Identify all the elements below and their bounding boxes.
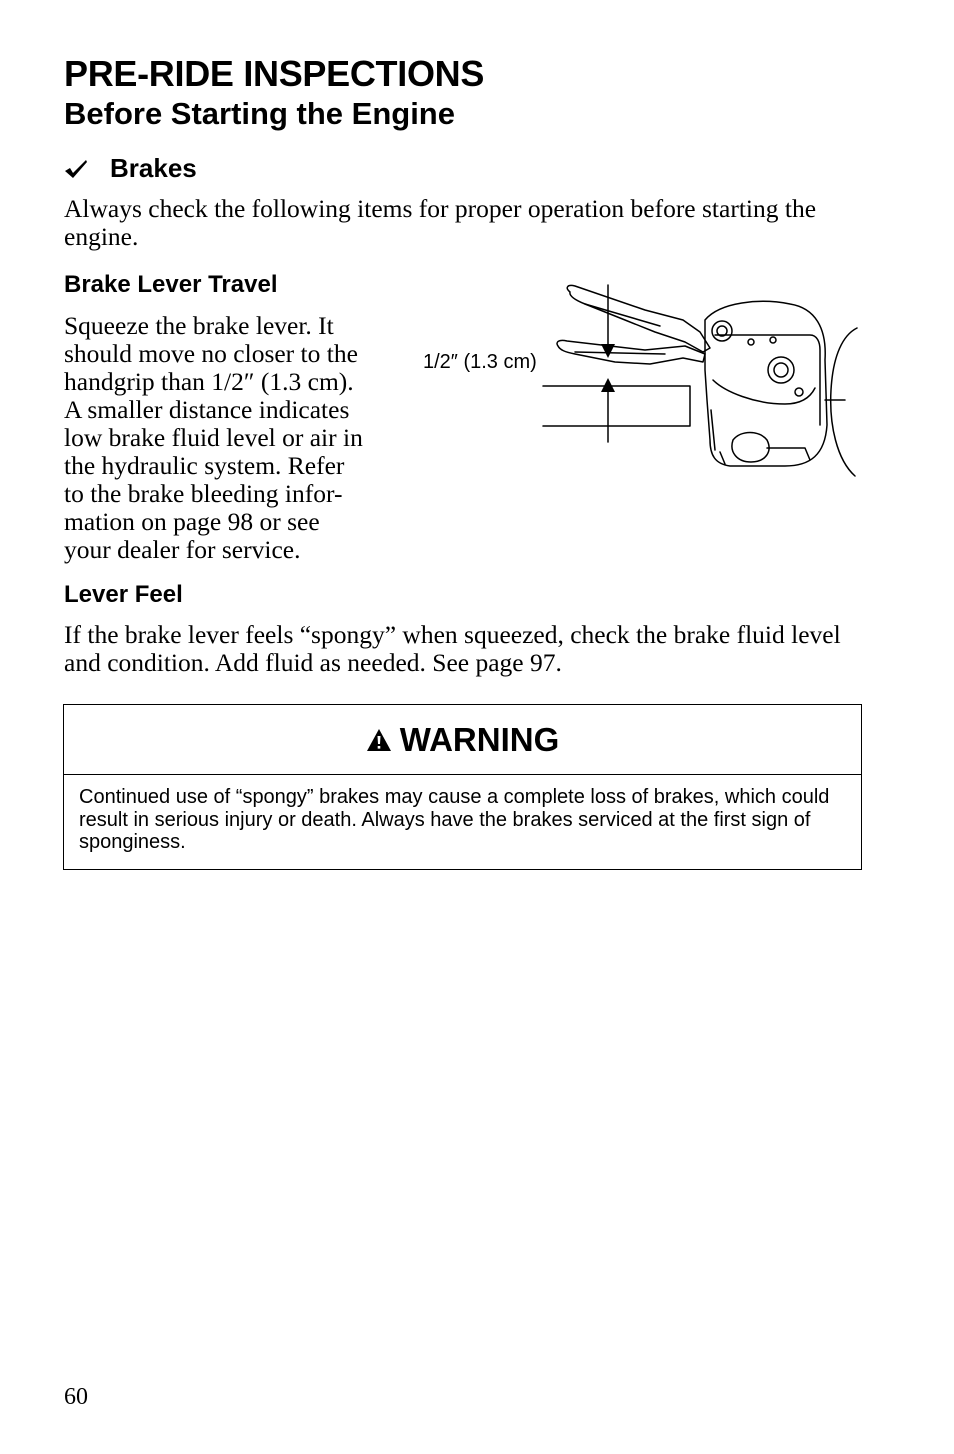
brake-lever-travel-text: Squeeze the brake lever. It should move no closer to the handgrip than 1/2″ (1.3 cm). A smaller distance indicates low brake fluid level or air in the hydraulic system. Refer to the brake bleeding infor- mation on page 98 or see your dealer for service. [64,311,363,564]
warning-triangle-icon [366,728,392,752]
section-title: Brakes [110,153,197,183]
warning-box [63,704,862,870]
warning-text: Continued use of “spongy” brakes may cause a complete loss of brakes, which could result in serious injury or death. Always have the brakes serviced at the first sign of sponginess. [79,786,830,853]
page-number: 60 [64,1384,88,1410]
section-heading [64,150,197,186]
figure-measurement-label: 1/2″ (1.3 cm) [423,351,537,373]
brake-lever-illustration [415,280,860,485]
lever-feel-heading: Lever Feel [64,581,183,608]
brake-lever-travel-heading: Brake Lever Travel [64,271,278,298]
page-title: PRE-RIDE INSPECTIONS [64,53,485,94]
lever-feel-text: If the brake lever feels “spongy” when squeezed, check the brake fluid level and condition. Add fluid as needed. See page 97. [64,620,841,677]
page-subtitle: Before Starting the Engine [64,96,455,131]
warning-title: WARNING [399,720,560,758]
brake-lever-diagram [415,280,860,485]
warning-header [64,705,861,775]
section-intro: Always check the following items for proper operation before starting the engine. [64,194,817,251]
checkmark-icon [64,156,88,180]
